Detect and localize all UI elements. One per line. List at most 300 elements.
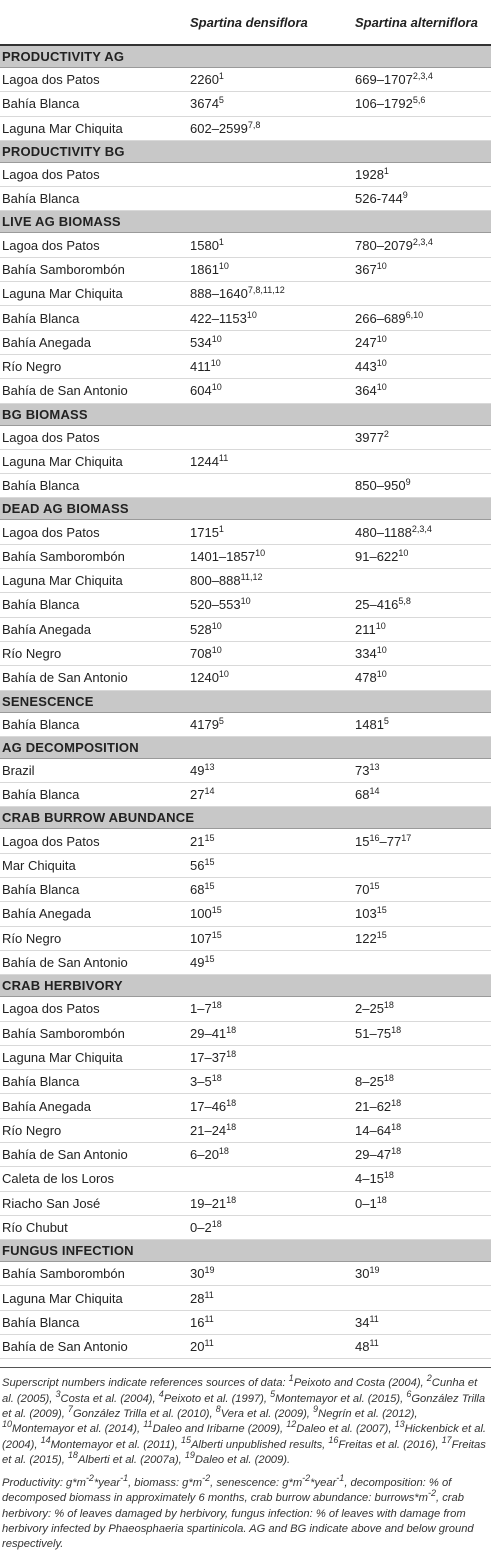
densiflora-value-cell (186, 783, 351, 807)
value-text: 334 (355, 646, 377, 662)
densiflora-value-cell (186, 544, 351, 568)
table-row (0, 68, 491, 92)
section-title: SENESCENCE (0, 690, 491, 712)
densiflora-value-cell (186, 1167, 351, 1191)
value-text: 21 (190, 833, 205, 849)
reference-superscript: 15 (204, 832, 215, 843)
alterniflora-value-cell (351, 853, 491, 877)
densiflora-value-cell (186, 666, 351, 690)
location-cell: Bahía de San Antonio (0, 666, 186, 690)
reference-superscript: 15 (204, 954, 215, 965)
value-text: 480–1188 (355, 524, 412, 540)
value-text: 669–1707 (355, 72, 413, 88)
reference-superscript: 19 (204, 1265, 215, 1276)
table-row (0, 1215, 491, 1239)
alterniflora-value-cell (351, 162, 491, 186)
value-text: 103 (355, 906, 377, 922)
value-text: 122 (355, 930, 377, 946)
section-title: CRAB HERBIVORY (0, 975, 491, 997)
densiflora-value-cell (186, 1070, 351, 1094)
densiflora-value-cell (186, 233, 351, 257)
value-text: 478 (355, 670, 377, 686)
value-text: 1–7 (190, 1001, 212, 1017)
alterniflora-value-cell (351, 1021, 491, 1045)
alterniflora-value-cell (351, 116, 491, 140)
section-header-row (0, 736, 491, 758)
densiflora-value-cell (186, 257, 351, 281)
value-text: 3–5 (190, 1074, 212, 1090)
table-row (0, 474, 491, 498)
reference-superscript: 14 (204, 786, 215, 797)
value-text: 2260 (190, 72, 219, 88)
value-text: $15^{16}-77$ (355, 832, 402, 849)
alterniflora-value-cell (351, 306, 491, 330)
location-cell: Lagoa dos Patos (0, 233, 186, 257)
densiflora-value-cell (186, 1094, 351, 1118)
reference-superscript: 15 (376, 929, 387, 940)
alterniflora-value-cell (351, 68, 491, 92)
value-text: 4179 (190, 716, 219, 732)
densiflora-value-cell (186, 282, 351, 306)
alterniflora-value-cell (351, 1118, 491, 1142)
value-text: 17–46 (190, 1098, 227, 1114)
value-text: 0–1 (355, 1195, 377, 1211)
value-text: 211 (355, 621, 376, 637)
value-text: 528 (190, 621, 212, 637)
densiflora-value-cell (186, 829, 351, 853)
reference-superscript: 18 (211, 1219, 222, 1230)
table-row (0, 902, 491, 926)
footnote-units: Productivity: $g*m^{-2}*year^{-1}$, biomass: $g*m^{-2}$, senescence: $g*m^{-2}*year^{-1}$, decomposition: % of decomposed biomass in approximately 6 months, crab burrow abundance: $burrows*m^{-2}$, crab herbivory: % of leaves damaged by herbivory, fungus infection: % of leaves with damage from herbivory infected by Phaeosphaeria spartinicola. AG and BG indicate above and below ground respectively. (2, 1473, 474, 1551)
densiflora-value-cell (186, 617, 351, 641)
value-text: 3977 (355, 429, 384, 445)
value-text: 27 (190, 787, 205, 803)
densiflora-value-cell (186, 997, 351, 1021)
alterniflora-value-cell (351, 354, 491, 378)
section-header-row (0, 690, 491, 712)
table-row (0, 1070, 491, 1094)
reference-superscript: 15 (211, 929, 222, 940)
reference-superscript: 1 (218, 236, 224, 247)
location-cell: Laguna Mar Chiquita (0, 282, 186, 306)
value-text: 422–1153 (190, 310, 247, 326)
table-row (0, 520, 491, 544)
location-cell: Bahía Blanca (0, 306, 186, 330)
location-cell: Caleta de los Loros (0, 1167, 186, 1191)
value-text: 1244 (190, 454, 219, 469)
alterniflora-value-cell (351, 1142, 491, 1166)
location-cell: Bahía Samborombón (0, 1262, 186, 1286)
section-title: LIVE AG BIOMASS (0, 211, 491, 233)
section-title: BG BIOMASS (0, 403, 491, 425)
alterniflora-value-cell (351, 829, 491, 853)
reference-superscript: 18 (226, 1097, 237, 1108)
reference-superscript: 18 (383, 1000, 394, 1011)
table-row (0, 116, 491, 140)
reference-superscript: 18 (391, 1121, 402, 1132)
value-text: 364 (355, 383, 377, 399)
location-cell: Bahía de San Antonio (0, 950, 186, 974)
value-text: 8–25 (355, 1074, 384, 1090)
densiflora-value-cell (186, 641, 351, 665)
alterniflora-value-cell (351, 666, 491, 690)
value-text: 91–622 (355, 548, 399, 564)
alterniflora-value-cell (351, 1335, 491, 1359)
location-cell: Riacho San José (0, 1191, 186, 1215)
reference-superscript: 10 (376, 260, 387, 271)
alterniflora-value-cell (351, 569, 491, 593)
reference-superscript: 19 (369, 1265, 380, 1276)
densiflora-value-cell (186, 1310, 351, 1334)
alterniflora-value-cell (351, 1310, 491, 1334)
table-row (0, 997, 491, 1021)
reference-superscript: 5 (218, 715, 224, 726)
value-text: 17–37 (190, 1049, 227, 1065)
location-cell: Río Negro (0, 1118, 186, 1142)
value-text: 850–950 (355, 478, 406, 494)
reference-superscript: 11 (218, 453, 229, 463)
reference-superscript: 6,10 (405, 309, 424, 320)
table-row (0, 1191, 491, 1215)
alterniflora-value-cell (351, 902, 491, 926)
reference-superscript: 10 (376, 333, 387, 344)
value-text: 411 (190, 359, 211, 375)
value-text: 4–15 (355, 1171, 384, 1187)
alterniflora-value-cell (351, 544, 491, 568)
location-cell: Bahía Blanca (0, 783, 186, 807)
alterniflora-value-cell (351, 1070, 491, 1094)
densiflora-value-cell (186, 1262, 351, 1286)
table-row (0, 162, 491, 186)
densiflora-value-cell (186, 1021, 351, 1045)
densiflora-value-cell (186, 1335, 351, 1359)
alterniflora-value-cell (351, 474, 491, 498)
location-cell: Lagoa dos Patos (0, 520, 186, 544)
table-row (0, 758, 491, 782)
reference-superscript: 10 (246, 309, 257, 320)
alterniflora-value-cell (351, 282, 491, 306)
reference-superscript: 11 (204, 1313, 214, 1324)
value-text: 780–2079 (355, 237, 413, 253)
alterniflora-value-cell (351, 878, 491, 902)
table-row (0, 330, 491, 354)
table-row (0, 1262, 491, 1286)
table-row (0, 233, 491, 257)
alterniflora-value-cell (351, 449, 491, 473)
location-cell: Laguna Mar Chiquita (0, 1286, 186, 1310)
table-row (0, 187, 491, 211)
value-text: 604 (190, 383, 212, 399)
table-row (0, 878, 491, 902)
location-cell: Bahía Blanca (0, 1070, 186, 1094)
section-title: AG DECOMPOSITION (0, 736, 491, 758)
table-header-row (0, 0, 491, 45)
densiflora-value-cell (186, 306, 351, 330)
densiflora-value-cell (186, 569, 351, 593)
reference-superscript: 18 (383, 1073, 394, 1084)
table-row (0, 1118, 491, 1142)
densiflora-value-cell (186, 474, 351, 498)
reference-superscript: 15 (211, 905, 222, 916)
table-row (0, 617, 491, 641)
alterniflora-value-cell (351, 783, 491, 807)
alterniflora-value-cell (351, 257, 491, 281)
value-text: 800–888 (190, 573, 241, 589)
reference-superscript: 5 (383, 715, 389, 726)
location-cell: Bahía Blanca (0, 474, 186, 498)
section-header-row (0, 807, 491, 829)
alterniflora-value-cell (351, 1167, 491, 1191)
reference-superscript: 10 (376, 669, 387, 680)
value-text: 21–62 (355, 1098, 392, 1114)
value-text: 107 (190, 930, 212, 946)
alterniflora-value-cell (351, 617, 491, 641)
reference-superscript: 10 (211, 620, 222, 631)
value-text: 28 (190, 1290, 205, 1306)
densiflora-value-cell (186, 1045, 351, 1069)
value-text: 49 (190, 762, 205, 778)
table-row (0, 593, 491, 617)
value-text: 1715 (190, 524, 219, 540)
location-cell: Bahía Blanca (0, 92, 186, 116)
location-cell: Río Negro (0, 926, 186, 950)
reference-superscript: 18 (226, 1048, 237, 1059)
alterniflora-value-cell (351, 926, 491, 950)
table-row (0, 853, 491, 877)
table-row (0, 425, 491, 449)
value-text: 443 (355, 359, 377, 375)
alterniflora-value-cell (351, 1045, 491, 1069)
reference-superscript: 15 (204, 881, 215, 892)
alterniflora-value-cell (351, 593, 491, 617)
value-text: 21–24 (190, 1122, 227, 1138)
value-text: 30 (190, 1266, 205, 1282)
value-text: 106–1792 (355, 96, 413, 112)
value-text: 68 (190, 882, 205, 898)
densiflora-value-cell (186, 1142, 351, 1166)
table-row (0, 1142, 491, 1166)
location-cell: Bahía Blanca (0, 187, 186, 211)
densiflora-value-cell (186, 878, 351, 902)
densiflora-value-cell (186, 449, 351, 473)
alterniflora-value-cell (351, 92, 491, 116)
location-cell: Bahía Samborombón (0, 257, 186, 281)
value-text: 3674 (190, 96, 219, 112)
reference-superscript: 2,3,4 (411, 523, 432, 534)
table-row (0, 449, 491, 473)
location-cell: Bahía Blanca (0, 878, 186, 902)
value-text: 526-744 (355, 191, 403, 207)
table-row (0, 712, 491, 736)
table-row (0, 92, 491, 116)
table-row (0, 1094, 491, 1118)
densiflora-value-cell (186, 1215, 351, 1239)
densiflora-value-cell (186, 950, 351, 974)
value-text: 1240 (190, 670, 219, 686)
value-text: 0–2 (190, 1220, 212, 1236)
table-row (0, 282, 491, 306)
table-row (0, 569, 491, 593)
densiflora-value-cell (186, 593, 351, 617)
alterniflora-value-cell (351, 1191, 491, 1215)
table-row (0, 1045, 491, 1069)
table-body (0, 45, 491, 1359)
location-cell: Bahía Anegada (0, 617, 186, 641)
section-header-row (0, 975, 491, 997)
table-row (0, 926, 491, 950)
header-spartina-alterniflora: Spartina alterniflora (351, 0, 491, 45)
value-text: 14–64 (355, 1122, 392, 1138)
reference-superscript: 11,12 (240, 572, 263, 583)
table-row (0, 1286, 491, 1310)
value-text: 49 (190, 955, 205, 971)
value-text: 1401–1857 (190, 548, 256, 564)
reference-superscript: 10 (398, 547, 409, 558)
reference-superscript: 10 (240, 596, 251, 607)
location-cell: Mar Chiquita (0, 853, 186, 877)
value-text: 266–689 (355, 310, 406, 326)
value-text: 1481 (355, 716, 384, 732)
reference-superscript: 18 (391, 1024, 402, 1035)
value-text: 708 (190, 646, 212, 662)
section-title: CRAB BURROW ABUNDANCE (0, 807, 491, 829)
alterniflora-value-cell (351, 712, 491, 736)
value-text: 68 (355, 787, 370, 803)
reference-superscript: 9 (405, 477, 411, 488)
value-text: 56 (190, 857, 205, 873)
location-cell: Laguna Mar Chiquita (0, 449, 186, 473)
location-cell: Bahía Samborombón (0, 1021, 186, 1045)
reference-superscript: 9 (402, 190, 408, 201)
value-text: 6–20 (190, 1147, 219, 1163)
reference-superscript: 10 (376, 358, 387, 369)
value-text: 367 (355, 261, 377, 277)
densiflora-value-cell (186, 1191, 351, 1215)
reference-superscript: 7,8 (247, 119, 261, 130)
reference-superscript: 7,8,11,12 (247, 285, 285, 296)
reference-superscript: 10 (218, 260, 229, 271)
value-text: 51–75 (355, 1025, 392, 1041)
table-row (0, 641, 491, 665)
table-row (0, 950, 491, 974)
densiflora-value-cell (186, 1118, 351, 1142)
location-cell: Lagoa dos Patos (0, 829, 186, 853)
value-text: 25–416 (355, 597, 399, 613)
value-text: 48 (355, 1339, 370, 1355)
table-row (0, 1335, 491, 1359)
value-text: 30 (355, 1266, 370, 1282)
reference-superscript: 10 (375, 620, 386, 631)
densiflora-value-cell (186, 712, 351, 736)
densiflora-value-cell (186, 354, 351, 378)
densiflora-value-cell (186, 116, 351, 140)
alterniflora-value-cell (351, 641, 491, 665)
densiflora-value-cell (186, 330, 351, 354)
alterniflora-value-cell (351, 1262, 491, 1286)
reference-superscript: 5,6 (412, 95, 426, 106)
reference-superscript: 10 (255, 547, 266, 558)
reference-superscript: 15 (204, 856, 215, 867)
alterniflora-value-cell (351, 425, 491, 449)
reference-superscript: 2 (383, 428, 389, 439)
reference-superscript: 17 (401, 832, 412, 843)
section-title: DEAD AG BIOMASS (0, 498, 491, 520)
reference-superscript: 1 (218, 523, 224, 534)
reference-superscript: 11 (204, 1338, 214, 1349)
section-title: FUNGUS INFECTION (0, 1240, 491, 1262)
densiflora-value-cell (186, 520, 351, 544)
location-cell: Lagoa dos Patos (0, 425, 186, 449)
location-cell: Bahía Samborombón (0, 544, 186, 568)
location-cell: Bahía de San Antonio (0, 1335, 186, 1359)
reference-superscript: 5,8 (398, 596, 411, 607)
reference-superscript: 11 (204, 1289, 214, 1300)
reference-superscript: 15 (369, 881, 380, 892)
reference-superscript: 5 (218, 95, 224, 106)
alterniflora-value-cell (351, 758, 491, 782)
alterniflora-value-cell (351, 379, 491, 403)
reference-superscript: 10 (376, 645, 387, 656)
reference-superscript: 13 (369, 761, 380, 772)
location-cell: Río Chubut (0, 1215, 186, 1239)
reference-superscript: 2,3,4 (412, 236, 433, 247)
table-footnotes (0, 1367, 491, 1552)
location-cell: Laguna Mar Chiquita (0, 569, 186, 593)
value-text: 100 (190, 906, 212, 922)
section-header-row (0, 140, 491, 162)
reference-superscript: 10 (211, 382, 222, 393)
value-text: 1861 (190, 261, 219, 277)
table-row (0, 1021, 491, 1045)
value-text: 70 (355, 882, 370, 898)
section-header-row (0, 403, 491, 425)
reference-superscript: 18 (383, 1170, 394, 1181)
reference-superscript: 18 (391, 1146, 402, 1157)
densiflora-value-cell (186, 162, 351, 186)
reference-superscript: 10 (218, 669, 229, 680)
value-text: 1928 (355, 167, 384, 183)
table-row (0, 666, 491, 690)
reference-superscript: 18 (226, 1194, 237, 1205)
location-cell: Río Negro (0, 354, 186, 378)
reference-superscript: 10 (211, 333, 222, 344)
reference-superscript: 18 (211, 1000, 222, 1011)
reference-superscript: 14 (369, 786, 380, 797)
alterniflora-value-cell (351, 1286, 491, 1310)
value-text: 19–21 (190, 1195, 227, 1211)
location-cell: Bahía Blanca (0, 593, 186, 617)
table-row (0, 1167, 491, 1191)
table-row (0, 829, 491, 853)
reference-superscript: 18 (391, 1097, 402, 1108)
densiflora-value-cell (186, 425, 351, 449)
header-location (0, 0, 186, 45)
densiflora-value-cell (186, 1286, 351, 1310)
location-cell: Laguna Mar Chiquita (0, 116, 186, 140)
reference-superscript: 15 (376, 905, 387, 916)
reference-superscript: 18 (226, 1024, 237, 1035)
alterniflora-value-cell (351, 233, 491, 257)
reference-superscript: 10 (376, 382, 387, 393)
section-header-row (0, 211, 491, 233)
reference-superscript: 18 (218, 1146, 229, 1157)
section-title: PRODUCTIVITY AG (0, 45, 491, 68)
value-text: 34 (355, 1314, 370, 1330)
table-row (0, 306, 491, 330)
location-cell: Brazil (0, 758, 186, 782)
reference-superscript: 11 (369, 1313, 379, 1324)
reference-superscript: 2,3,4 (412, 71, 433, 82)
